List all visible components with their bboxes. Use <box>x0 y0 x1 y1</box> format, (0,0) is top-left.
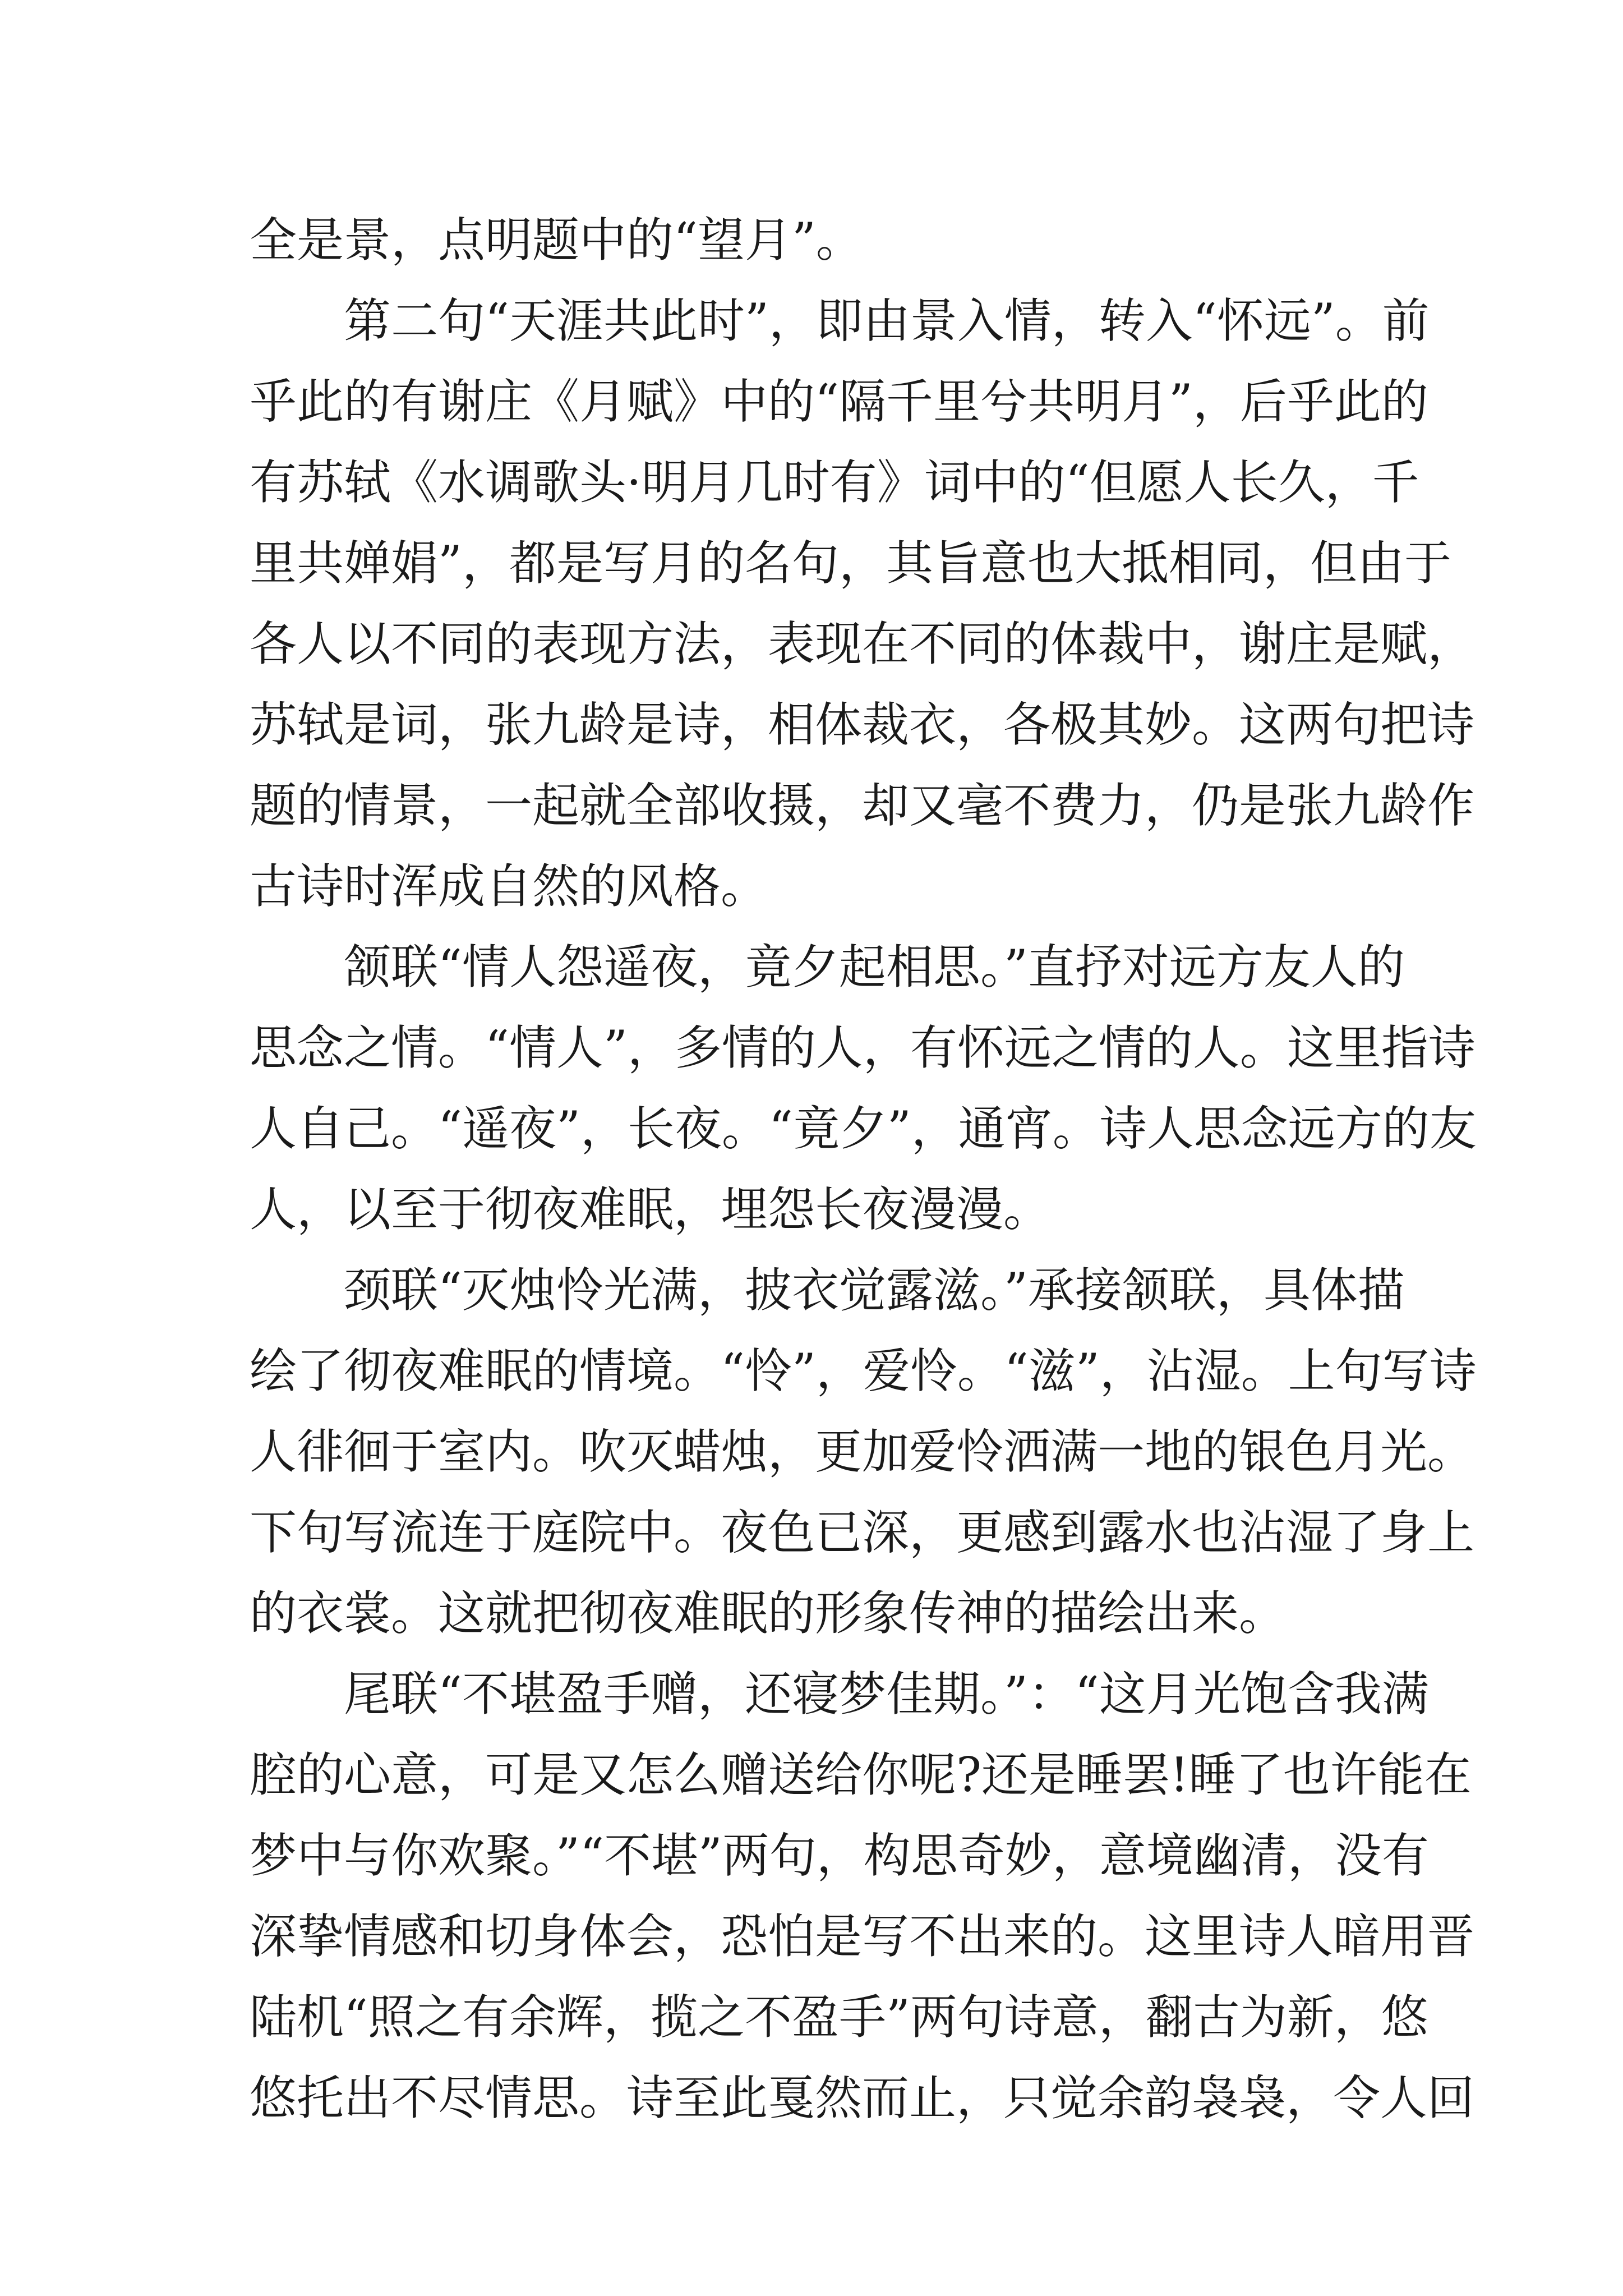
paragraph-line: 梦中与你欢聚。”“不堪”两句，构思奇妙，意境幽清，没有 <box>250 1828 1429 1883</box>
paragraph-line: 颈联“灭烛怜光满，披衣觉露滋。”承接颔联，具体描 <box>344 1263 1405 1318</box>
paragraph-line: 有苏轼《水调歌头·明月几时有》词中的“但愿人长久，千 <box>250 455 1419 510</box>
paragraph-line: 人，以至于彻夜难眠，埋怨长夜漫漫。 <box>250 1182 1051 1237</box>
paragraph-line: 人徘徊于室内。吹灭蜡烛，更加爱怜洒满一地的银色月光。 <box>250 1424 1475 1479</box>
paragraph-line: 腔的心意，可是又怎么赠送给你呢?还是睡罢!睡了也许能在 <box>250 1747 1472 1802</box>
paragraph-line: 第二句“天涯共此时”，即由景入情，转入“怀远”。前 <box>344 293 1430 348</box>
paragraph-3 <box>250 927 1477 1250</box>
paragraph-5 <box>250 1654 1475 2138</box>
paragraph-line: 悠托出不尽情思。诗至此戛然而止，只觉余韵袅袅，令人回 <box>250 2070 1475 2125</box>
paragraph-1 <box>250 200 1380 280</box>
paragraph-line: 乎此的有谢庄《月赋》中的“隔千里兮共明月”，后乎此的 <box>250 374 1428 429</box>
paragraph-line: 思念之情。“情人”，多情的人，有怀远之情的人。这里指诗 <box>250 1020 1476 1075</box>
paragraph-line: 苏轼是词，张九龄是诗，相体裁衣，各极其妙。这两句把诗 <box>250 697 1475 752</box>
paragraph-line: 陆机“照之有余辉，揽之不盈手”两句诗意，翻古为新，悠 <box>250 1990 1428 2045</box>
paragraph-line: 各人以不同的表现方法，表现在不同的体裁中，谢庄是赋， <box>250 616 1475 671</box>
paragraph-line: 尾联“不堪盈手赠，还寝梦佳期。”：“这月光饱含我满 <box>344 1667 1429 1722</box>
paragraph-2 <box>250 280 1475 927</box>
paragraph-line: 下句写流连于庭院中。夜色已深，更感到露水也沾湿了身上 <box>250 1505 1475 1560</box>
paragraph-line: 古诗时浑成自然的风格。 <box>250 859 768 914</box>
paragraph-line: 绘了彻夜难眠的情境。“怜”，爱怜。“滋”，沾湿。上句写诗 <box>250 1343 1477 1398</box>
body-text <box>250 200 1477 2138</box>
paragraph-line: 里共婵娟”，都是写月的名句，其旨意也大抵相同，但由于 <box>250 536 1451 591</box>
paragraph-line: 深挚情感和切身体会，恐怕是写不出来的。这里诗人暗用晋 <box>250 1909 1475 1964</box>
paragraph-line: 全是景，点明题中的“望月”。 <box>250 213 863 268</box>
paragraph-4 <box>250 1250 1477 1654</box>
paragraph-line: 颔联“情人怨遥夜，竟夕起相思。”直抒对远方友人的 <box>344 940 1405 995</box>
paragraph-line: 人自己。“遥夜”，长夜。“竟夕”，通宵。诗人思念远方的友 <box>250 1101 1477 1156</box>
paragraph-line: 题的情景，一起就全部收摄，却又毫不费力，仍是张九龄作 <box>250 778 1475 833</box>
paragraph-line: 的衣裳。这就把彻夜难眠的形象传神的描绘出来。 <box>250 1586 1287 1641</box>
